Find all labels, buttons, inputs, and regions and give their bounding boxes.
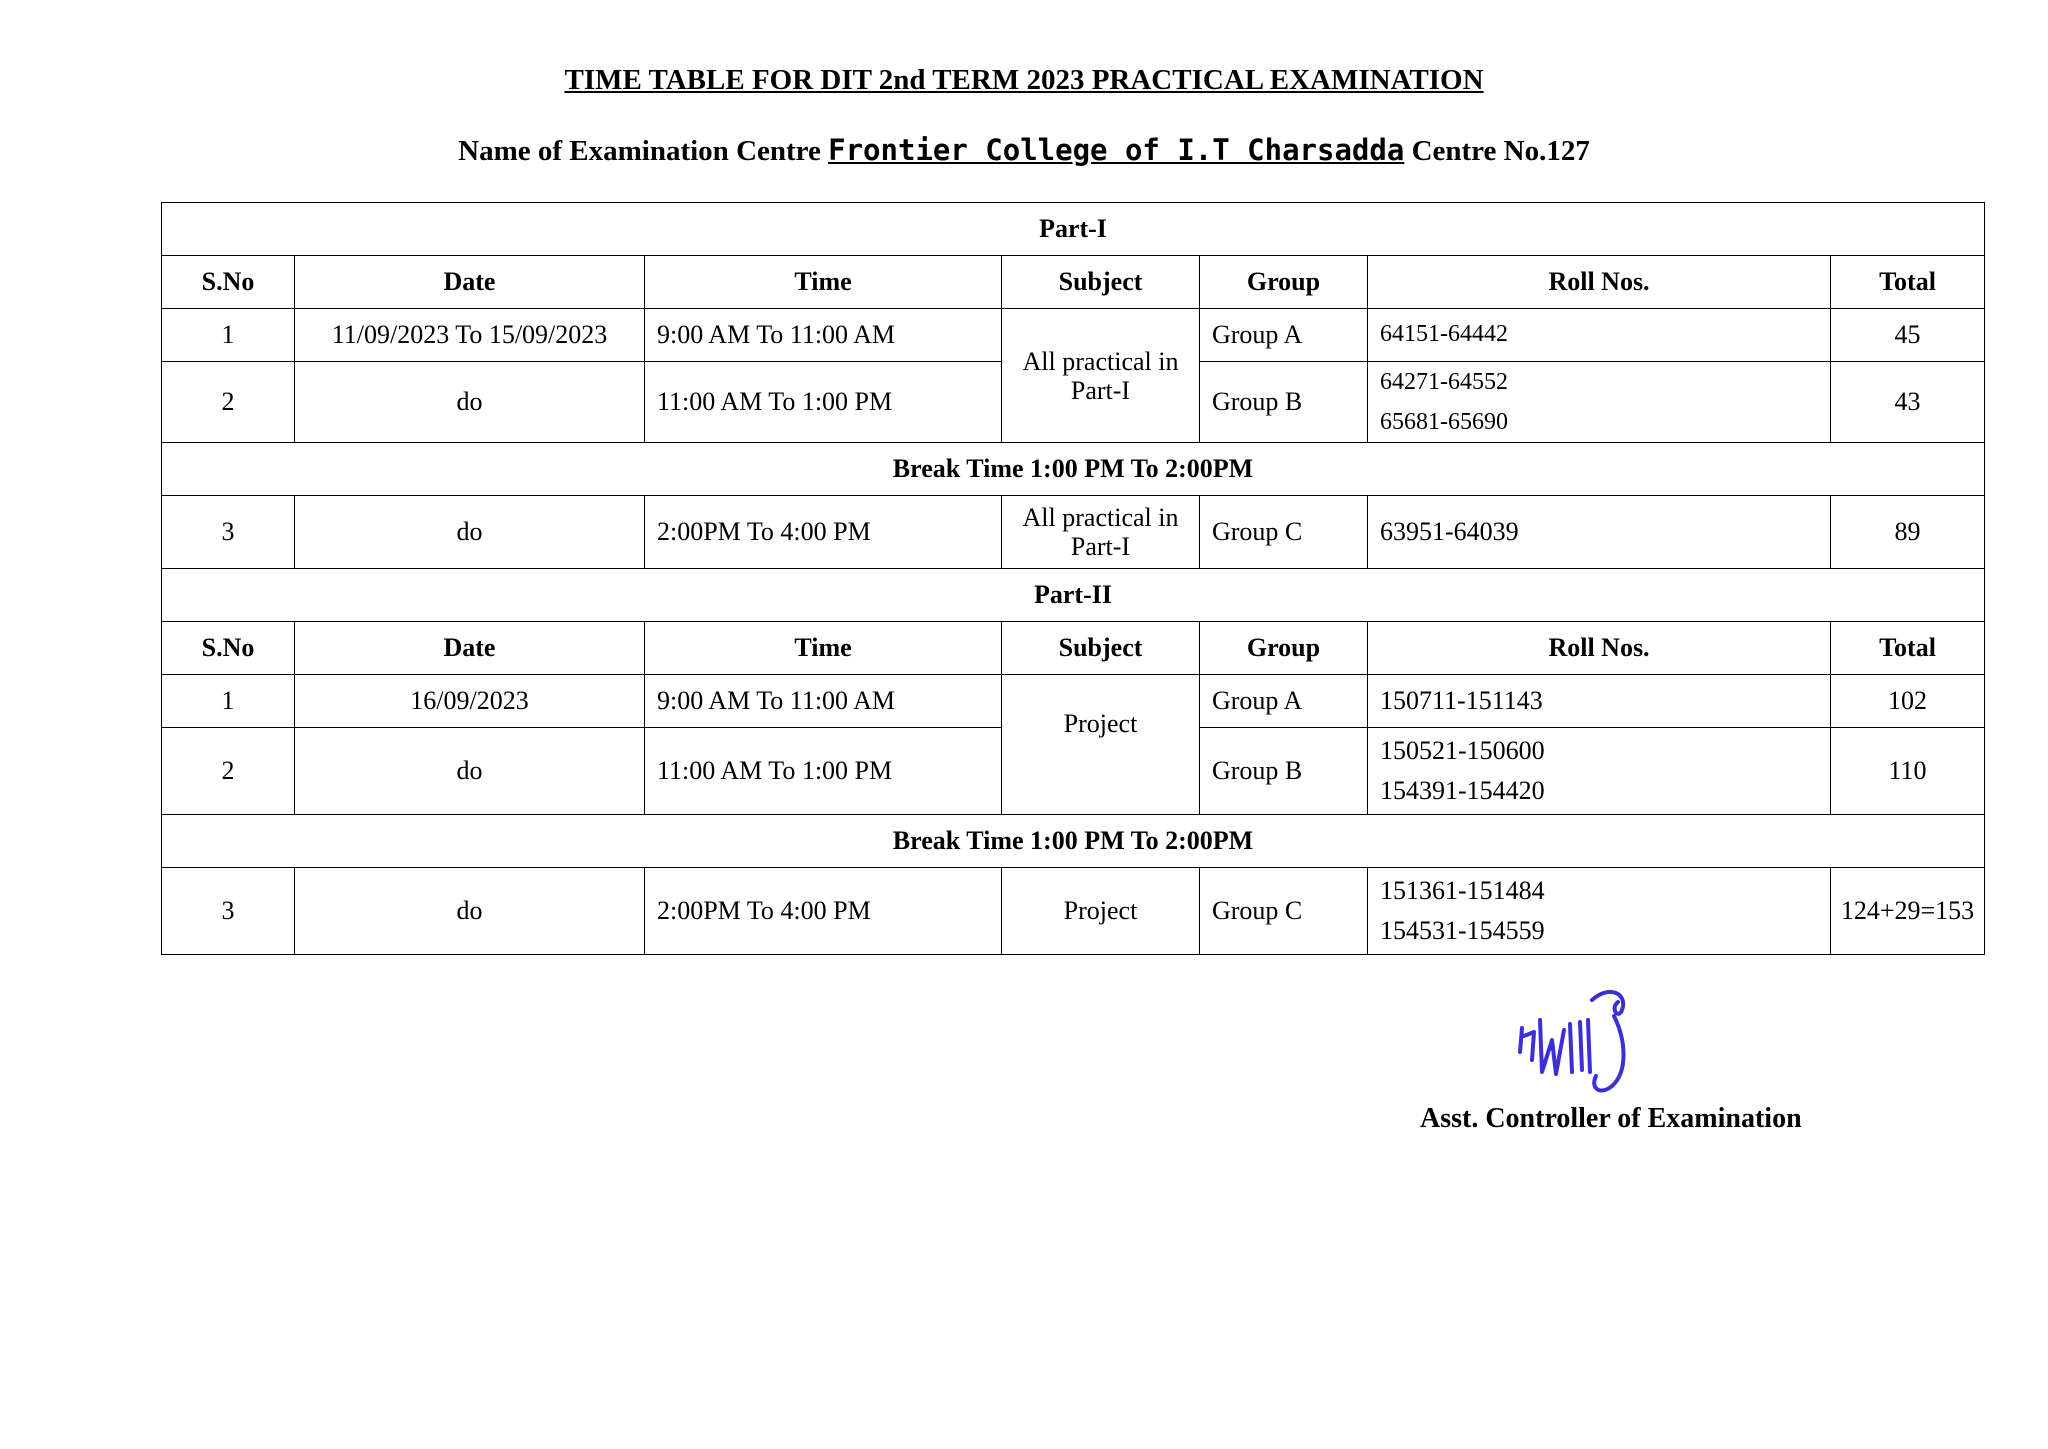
header-date: Date <box>295 256 645 309</box>
centre-line <box>0 133 2048 168</box>
header-time: Time <box>645 622 1002 675</box>
cell-time: 2:00PM To 4:00 PM <box>645 496 1002 569</box>
break-row: Break Time 1:00 PM To 2:00PM <box>162 443 1985 496</box>
cell-date: do <box>295 362 645 443</box>
cell-sno: 1 <box>162 309 295 362</box>
cell-roll: 150711-151143 <box>1368 675 1831 728</box>
cell-sno: 2 <box>162 728 295 815</box>
cell-roll: 64151-64442 <box>1368 309 1831 362</box>
table-row <box>162 496 1985 569</box>
header-total: Total <box>1831 622 1985 675</box>
signatory-title: Asst. Controller of Examination <box>1420 1103 1802 1134</box>
cell-sno: 1 <box>162 675 295 728</box>
cell-total: 102 <box>1831 675 1985 728</box>
cell-date: do <box>295 728 645 815</box>
header-group: Group <box>1200 256 1368 309</box>
cell-roll <box>1368 728 1831 815</box>
part2-header-row <box>162 622 1985 675</box>
cell-total: 45 <box>1831 309 1985 362</box>
header-sno: S.No <box>162 622 295 675</box>
cell-time: 9:00 AM To 11:00 AM <box>645 309 1002 362</box>
cell-group: Group C <box>1200 496 1368 569</box>
cell-group: Group A <box>1200 309 1368 362</box>
cell-roll <box>1368 868 1831 955</box>
cell-roll <box>1368 362 1831 443</box>
cell-time: 2:00PM To 4:00 PM <box>645 868 1002 955</box>
header-date: Date <box>295 622 645 675</box>
cell-date: 16/09/2023 <box>295 675 645 728</box>
cell-time: 11:00 AM To 1:00 PM <box>645 362 1002 443</box>
cell-group: Group B <box>1200 362 1368 443</box>
roll-range: 65681-65690 <box>1380 409 1508 435</box>
roll-range: 154391-154420 <box>1380 776 1545 805</box>
timetable <box>161 202 1985 955</box>
cell-date: do <box>295 868 645 955</box>
cell-group: Group C <box>1200 868 1368 955</box>
cell-time: 9:00 AM To 11:00 AM <box>645 675 1002 728</box>
cell-total: 124+29=153 <box>1831 868 1985 955</box>
header-time: Time <box>645 256 1002 309</box>
header-group: Group <box>1200 622 1368 675</box>
roll-range: 154531-154559 <box>1380 916 1545 945</box>
cell-total: 89 <box>1831 496 1985 569</box>
header-total: Total <box>1831 256 1985 309</box>
cell-sno: 2 <box>162 362 295 443</box>
table-row <box>162 309 1985 362</box>
table-row <box>162 675 1985 728</box>
cell-total: 43 <box>1831 362 1985 443</box>
header-sno: S.No <box>162 256 295 309</box>
roll-range: 64271-64552 <box>1380 369 1508 395</box>
cell-total: 110 <box>1831 728 1985 815</box>
break-row: Break Time 1:00 PM To 2:00PM <box>162 815 1985 868</box>
part1-title: Part-I <box>162 203 1985 256</box>
cell-sno: 3 <box>162 868 295 955</box>
cell-date: 11/09/2023 To 15/09/2023 <box>295 309 645 362</box>
subject-line: All practical in <box>1022 346 1179 376</box>
part1-header-row <box>162 256 1985 309</box>
cell-subject <box>1002 309 1200 443</box>
centre-name: Frontier College of I.T Charsadda <box>828 133 1405 167</box>
roll-range: 151361-151484 <box>1380 876 1545 905</box>
centre-prefix: Name of Examination Centre <box>458 135 821 167</box>
cell-subject: Project <box>1002 868 1200 955</box>
header-roll: Roll Nos. <box>1368 256 1831 309</box>
part2-title: Part-II <box>162 569 1985 622</box>
roll-range: 150521-150600 <box>1380 736 1545 765</box>
header-roll: Roll Nos. <box>1368 622 1831 675</box>
subject-line: Part-I <box>1070 532 1131 561</box>
table-row <box>162 868 1985 955</box>
centre-number: Centre No.127 <box>1411 135 1590 167</box>
cell-subject <box>1002 496 1200 569</box>
cell-time: 11:00 AM To 1:00 PM <box>645 728 1002 815</box>
subject-line: All practical in <box>1022 503 1179 532</box>
cell-group: Group A <box>1200 675 1368 728</box>
cell-subject: Project <box>1002 675 1200 815</box>
header-subject: Subject <box>1002 622 1200 675</box>
signature-image <box>1500 980 1650 1100</box>
cell-group: Group B <box>1200 728 1368 815</box>
cell-date: do <box>295 496 645 569</box>
page-title: TIME TABLE FOR DIT 2nd TERM 2023 PRACTICAL EXAMINATION <box>564 64 1484 96</box>
subject-line: Part-I <box>1070 375 1131 405</box>
header-subject: Subject <box>1002 256 1200 309</box>
cell-sno: 3 <box>162 496 295 569</box>
cell-roll: 63951-64039 <box>1368 496 1831 569</box>
